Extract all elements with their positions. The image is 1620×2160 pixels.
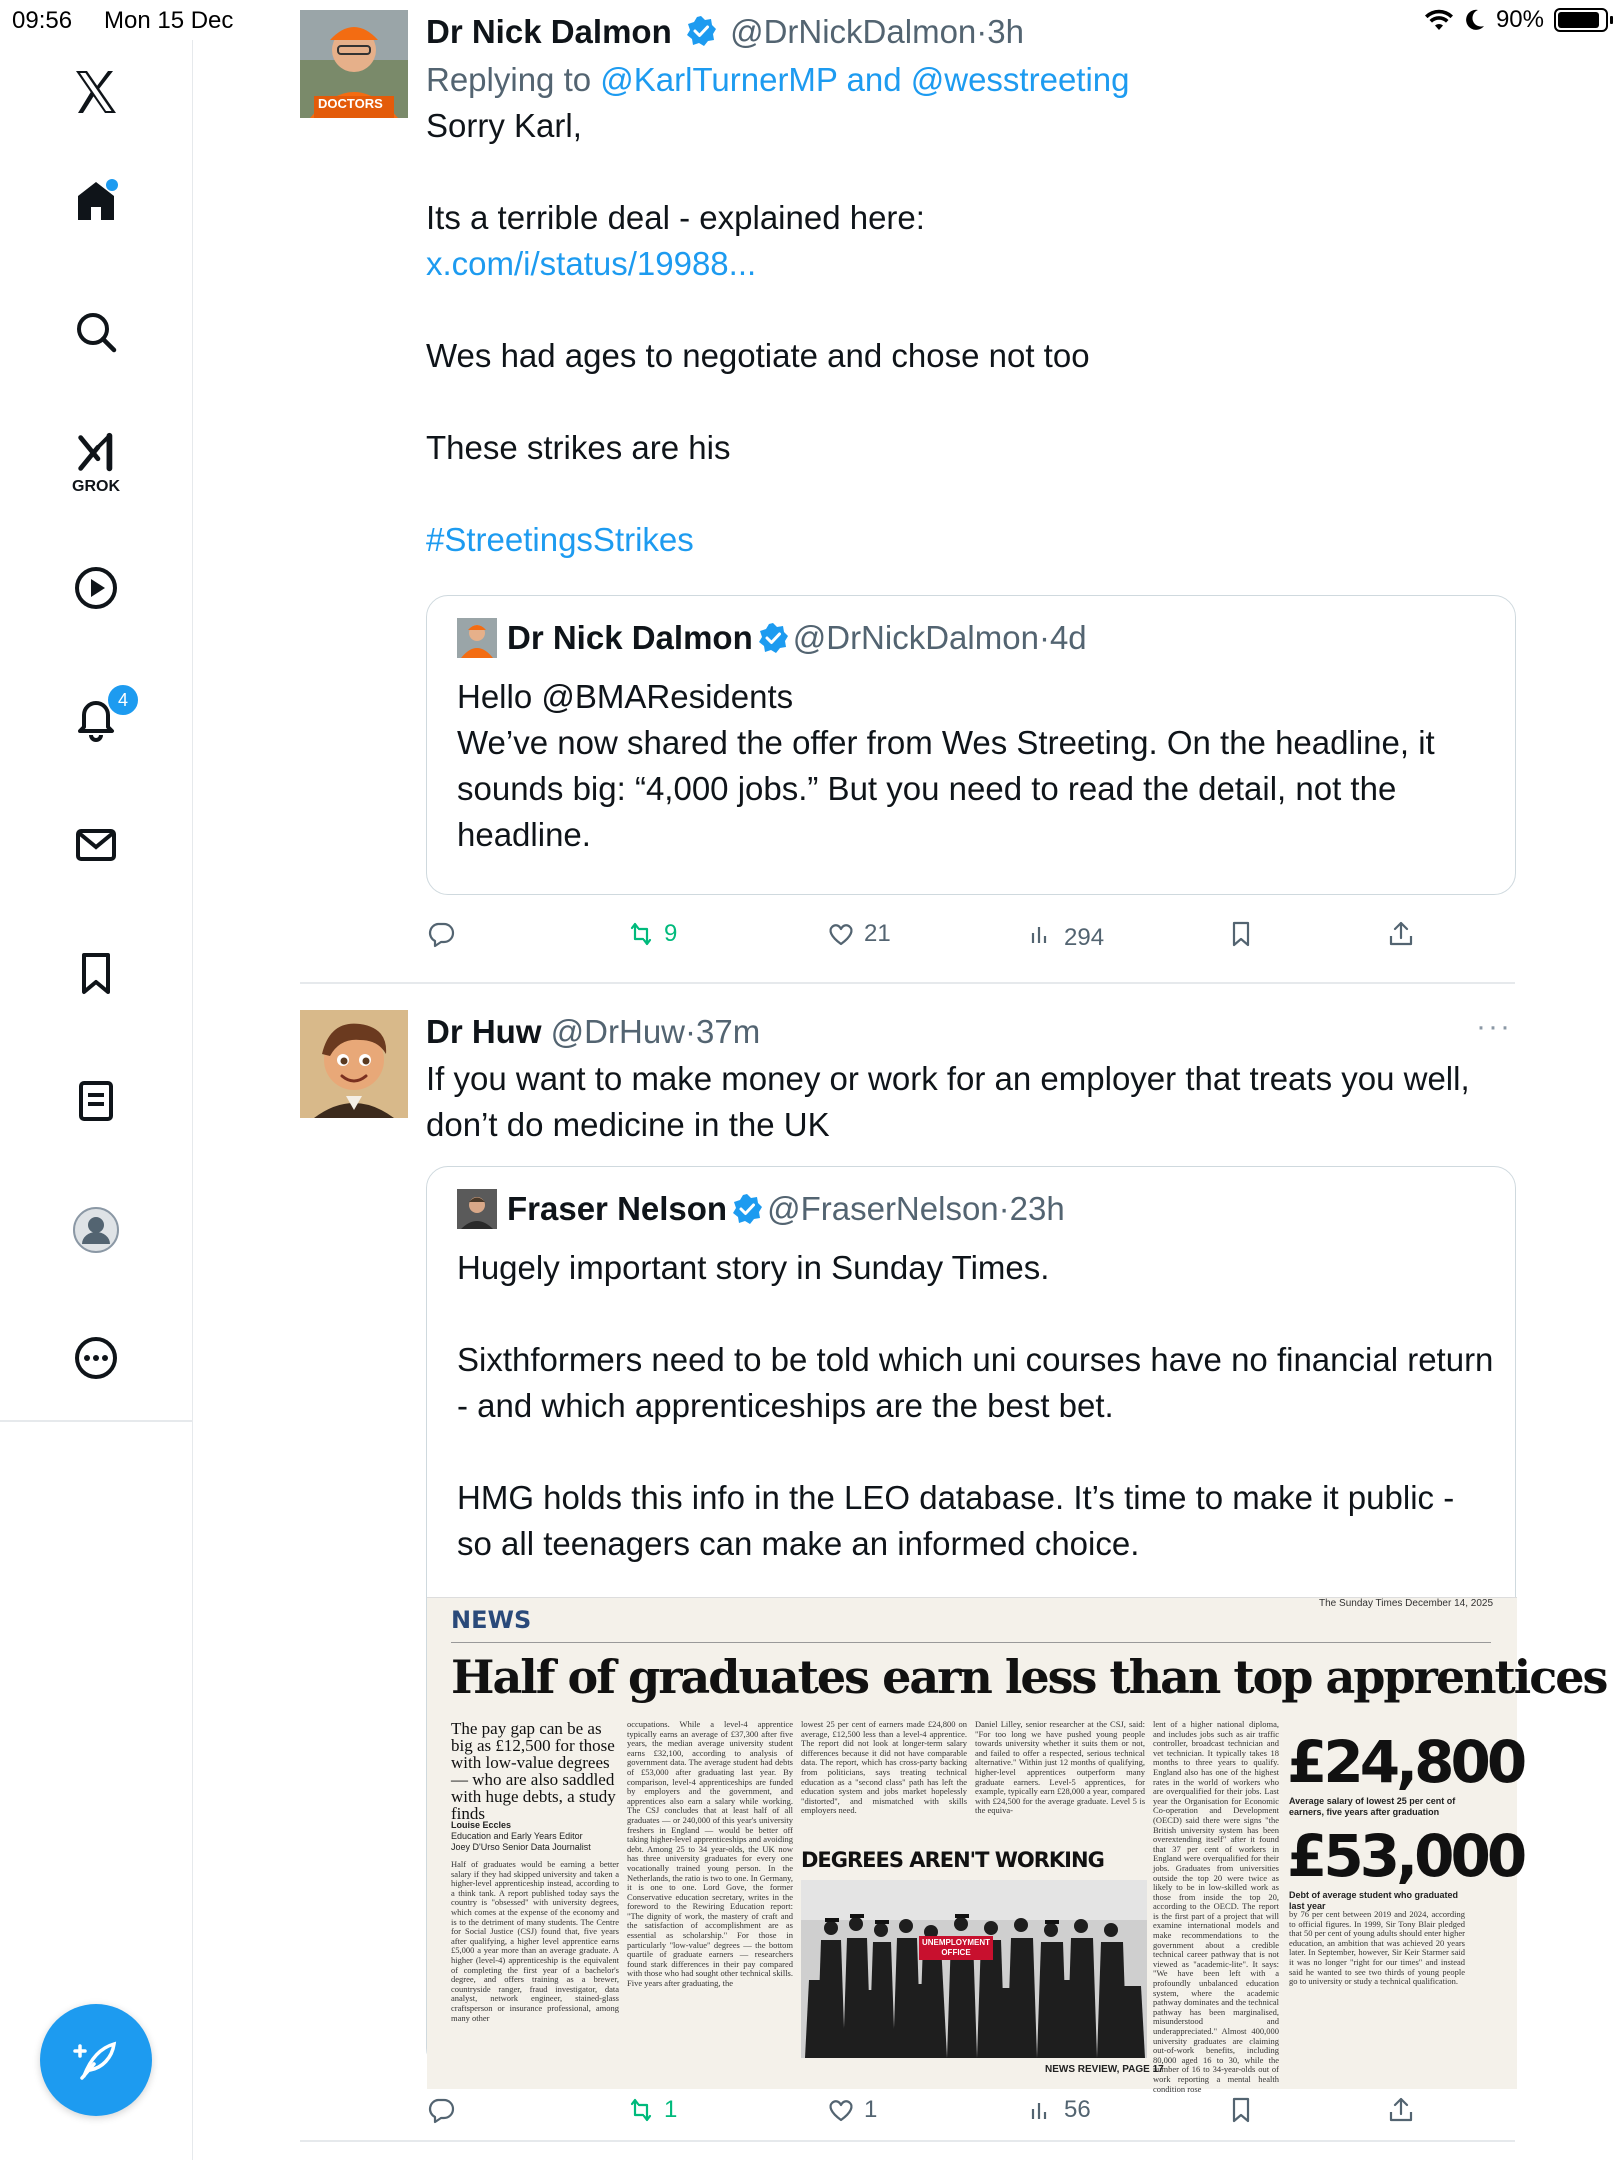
repost-count: 1: [664, 2096, 678, 2123]
quoted-tweet-fraser-nelson[interactable]: [426, 1166, 1607, 2094]
video-icon[interactable]: [66, 558, 126, 618]
verified-badge-icon: [731, 1193, 763, 1225]
verified-badge-icon: [685, 15, 717, 47]
battery-percent: 90%: [1495, 6, 1544, 33]
author-handle[interactable]: @DrNickDalmon: [730, 13, 977, 50]
tweet-blank: [426, 287, 1516, 333]
share-icon: [1386, 2095, 1416, 2125]
bookmarks-icon[interactable]: [66, 943, 126, 1003]
heart-icon: [826, 2095, 856, 2125]
notifications-bell-icon[interactable]: [66, 687, 126, 747]
quote-line: Hello @BMAResidents: [457, 678, 794, 715]
section-rule: [451, 1642, 1491, 1643]
grok-label: GROK: [72, 478, 120, 495]
tweet-nick-dalmon[interactable]: [300, 10, 1520, 990]
tweet-line: Sorry Karl,: [426, 107, 582, 144]
page-reference: NEWS REVIEW, PAGE 17: [1045, 2064, 1164, 2075]
tweet-line: These strikes are his: [426, 429, 731, 466]
like-count: 1: [864, 2096, 878, 2123]
quote-avatar[interactable]: [457, 1189, 497, 1229]
tweet-header: [426, 10, 1516, 54]
profile-avatar-icon[interactable]: [66, 1200, 126, 1260]
bookmark-icon: [1226, 919, 1256, 949]
tweet-blank: [426, 379, 1516, 425]
bookmark-icon: [1226, 2095, 1256, 2125]
newspaper-image[interactable]: [427, 1597, 1607, 2094]
notifications-badge: 4: [106, 683, 140, 717]
newspaper-byline: [451, 1820, 619, 1853]
article-column-5: lent of a higher national diploma, and includes jobs such as air traffic controller, broadcast technician and vet technician. It typically takes 18 months to three years to qualify. England also has one of the highest rates in the world of workers who are overqualified for their jobs. Last year the Organisation for Economic Co-operation and Development (OECD) said there were signs "the British university system has been overextending itself" after it found that 37 per cent of workers in England were overqualified for their jobs. Graduates from universities outside the top 20 were twice as likely to be in low-skilled work as those from inside the top 20, according to the OECD. The report is the first part of a project that will examine international models and make recommendations to the government about a credible technical career pathway that is not viewed as "academic-lite". It says: "We have been left with a profoundly unbalanced education system, where the academic pathway dominates and the technical pathway has been marginalised, misunderstood and underappreciated." Almost 400,000 university graduates are claiming out-of-work benefits, including 80,000 aged 16 to 30, while the number of 16 to 34-year-olds out of work reporting a mental health condition rose: [1153, 1719, 1279, 2094]
tweet-blank: [426, 149, 1516, 195]
status-date: Mon 15 Dec: [104, 7, 234, 34]
quote-avatar[interactable]: [457, 618, 497, 658]
repost-icon: [626, 2095, 656, 2125]
news-section-label: NEWS: [451, 1606, 532, 1634]
heart-icon: [826, 919, 856, 949]
share-button[interactable]: [1386, 2090, 1416, 2130]
sidebar: [0, 40, 193, 2160]
replying-to: [426, 57, 1516, 103]
home-icon[interactable]: [66, 171, 126, 231]
quoted-tweet-nick-dalmon[interactable]: [426, 595, 1516, 895]
tweet-body: [426, 103, 1516, 563]
reply-icon: [426, 919, 456, 949]
home-new-dot: [106, 179, 118, 191]
x-logo-icon[interactable]: [66, 62, 126, 122]
views-button[interactable]: [1026, 914, 1104, 954]
repost-count: 9: [664, 920, 678, 947]
stat-figure-salary: £24,800: [1287, 1728, 1524, 1796]
verified-badge-icon: [757, 622, 789, 654]
bookmark-button[interactable]: [1226, 914, 1256, 954]
quote-handle[interactable]: @FraserNelson: [767, 1190, 999, 1227]
views-chart-icon: [1026, 919, 1056, 949]
stat-figure-debt: £53,000: [1287, 1822, 1524, 1890]
article-column-3: lowest 25 per cent of earners made £24,800 on average, £12,500 less than a level-4 apprentice. The report did not look at longer-term salary differences because it did not have comparable data. The report, which has cross-party backing from politicians, says treating technical education as a "second class" path has left the education system and jobs market hopelessly "distorted", and mismatched with skills employers need.: [801, 1719, 967, 1816]
article-column-6: by 76 per cent between 2019 and 2024, according to official figures. In 1999, Sir Tony Blair pledged that 50 per cent of young adults should enter higher education, an ambition that was achieved 20 years later. In September, however, Sir Keir Starmer said it was no longer "right for our times" and instead said he wanted to see two thirds of young people go to university or study a technical qualification.: [1289, 1909, 1465, 1987]
dot-separator: ·: [976, 13, 988, 50]
photo-subhead: DEGREES AREN'T WORKING: [801, 1848, 1104, 1872]
views-button[interactable]: [1026, 2090, 1091, 2130]
reply-mention-wes[interactable]: @wesstreeting: [910, 61, 1130, 98]
bookmark-button[interactable]: [1226, 2090, 1256, 2130]
newspaper-standfirst: The pay gap can be as big as £12,500 for those with low-value degrees — who are also saddled with huge debts, a study finds: [451, 1719, 616, 1823]
repost-icon: [626, 919, 656, 949]
quote-header: [457, 616, 1087, 660]
quote-line: Hugely important story in Sunday Times.: [457, 1249, 1050, 1286]
like-button[interactable]: [826, 2090, 877, 2130]
tweet-hashtag[interactable]: #StreetingsStrikes: [426, 521, 694, 558]
tweet-actions: [426, 2090, 1426, 2130]
newspaper-headline: Half of graduates earn less than top apprentices: [451, 1650, 1607, 1704]
views-chart-icon: [1026, 2095, 1056, 2125]
like-button[interactable]: [826, 914, 891, 954]
compose-post-button[interactable]: [40, 2004, 152, 2116]
share-icon: [1386, 919, 1416, 949]
tweet-line: Wes had ages to negotiate and chose not too: [426, 337, 1090, 374]
avatar-nick-dalmon[interactable]: [300, 10, 408, 118]
reply-mention-karl[interactable]: @KarlTurnerMP: [600, 61, 838, 98]
tweet-actions: [426, 914, 1426, 954]
share-button[interactable]: [1386, 914, 1416, 954]
tweet-body: If you want to make money or work for an employer that treats you well, don’t do medicine in the UK: [426, 1060, 1470, 1143]
graduates-photo: [801, 1880, 1147, 2058]
like-count: 21: [864, 920, 891, 947]
quote-time: 4d: [1049, 619, 1087, 656]
author-handle[interactable]: @DrHuw: [550, 1013, 686, 1050]
lists-icon[interactable]: [66, 1071, 126, 1131]
quote-handle[interactable]: @DrNickDalmon: [792, 619, 1039, 656]
messages-envelope-icon[interactable]: [66, 815, 126, 875]
quote-body: [457, 674, 1497, 858]
views-count: 294: [1064, 924, 1105, 951]
author-name[interactable]: Dr Nick Dalmon: [426, 13, 672, 50]
author-name[interactable]: Dr Huw: [426, 1013, 542, 1050]
quote-header: [457, 1187, 1065, 1231]
avatar-doctors-text: DOCTORS: [318, 96, 383, 111]
quote-time: 23h: [1009, 1190, 1065, 1227]
masthead-date: The Sunday Times December 14, 2025: [1319, 1598, 1493, 1609]
more-options-dots-icon[interactable]: ···: [1476, 1010, 1512, 1043]
tweet-blank: [426, 471, 1516, 517]
quote-blank: [457, 1429, 1497, 1475]
reply-button[interactable]: [426, 2090, 456, 2130]
compose-feather-icon: [72, 2036, 120, 2084]
quote-blank: [457, 1291, 1497, 1337]
tweet-separator: [300, 2140, 1515, 2142]
sidebar-divider: [0, 1420, 193, 1422]
status-time: 09:56: [12, 7, 73, 34]
article-column-2: occupations. While a level-4 apprentice typically earns an average of £37,300 after five years, the median average university student earns £32,100, according to analysis of government data. The average student had debts of £53,000 after graduating last year. By comparison, level-4 apprenticeships are funded by employers and the government, and apprentices also earn a salary while working. The CSJ concludes that at least half of all graduates — or 240,000 of this year's university freshers in England — would be better off taking higher-level apprenticeships and avoiding debt. Among 25 to 34 year-olds, the UK now has three university graduates for every one vocationally trained young person. In the Netherlands, the ratio is two to one. In Germany, it is one to one. Lord Gove, the former Conservative education secretary, writes in the foreword to the Rewiring Education report: "The dignity of work, the mastery of craft and the satisfaction of accomplishment are as essential as scholarship." For those in particularly "low-value" degrees — the bottom quartile of graduate earners — researchers found stark differences in their pay compared with those who had sought other technical skills. Five years after graduating, the: [627, 1719, 793, 1989]
tweet-time[interactable]: 3h: [987, 13, 1024, 50]
quote-line: HMG holds this info in the LEO database. It’s time to make it public - so all teenagers can make an informed choice.: [457, 1479, 1455, 1562]
reply-and: and: [846, 61, 902, 98]
quote-author-name[interactable]: Dr Nick Dalmon: [507, 619, 753, 656]
battery-icon: [1554, 8, 1608, 32]
reply-button[interactable]: [426, 914, 456, 954]
unemployment-office-sign: UNEMPLOYMENT OFFICE: [922, 1938, 990, 1957]
article-column-4: Daniel Lilley, senior researcher at the CSJ, said: "For too long we have pushed young people towards university whether it suits them or not, and failed to offer a respected, serious technical alternative." Within just 12 months of qualifying, higher-level apprentices outperform many graduate earners. Level-5 apprentices, for example, typically earn £28,000 a year, compared with £24,500 for the average graduate. Level 5 is the equiva-: [975, 1719, 1145, 1816]
quote-line: Sixthformers need to be told which uni courses have no financial return - and which apprenticeships are the best bet.: [457, 1341, 1494, 1424]
dot-separator: ·: [685, 1013, 697, 1050]
tweet-line: Its a terrible deal - explained here:: [426, 199, 925, 236]
repost-button[interactable]: [626, 2090, 677, 2130]
quote-line: We’ve now shared the offer from Wes Streeting. On the headline, it sounds big: “4,000 jobs.” But you need to read the detail, not the headline.: [457, 724, 1435, 853]
tweet-separator: [300, 982, 1515, 984]
search-icon[interactable]: [66, 302, 126, 362]
avatar-dr-huw[interactable]: [300, 1010, 408, 1118]
tweet-dr-huw[interactable]: [300, 1010, 1607, 2140]
tweet-header: [426, 1010, 1516, 1054]
more-options-icon[interactable]: [66, 1328, 126, 1388]
quote-author-name[interactable]: Fraser Nelson: [507, 1190, 728, 1227]
tweet-time[interactable]: 37m: [696, 1013, 761, 1050]
views-count: 56: [1064, 2096, 1091, 2123]
byline-author2: Joey D'Urso Senior Data Journalist: [451, 1842, 591, 1852]
reply-icon: [426, 2095, 456, 2125]
byline-author: Louise Eccles: [451, 1820, 512, 1830]
stat-caption-salary: Average salary of lowest 25 per cent of earners, five years after graduation: [1289, 1796, 1456, 1817]
quote-body: [457, 1245, 1497, 1567]
stat-caption-debt: Debt of average student who graduated last year: [1289, 1890, 1459, 1911]
repost-button[interactable]: [626, 914, 677, 954]
grok-icon[interactable]: [66, 423, 126, 503]
replying-label: Replying to: [426, 61, 592, 98]
article-column-1: Half of graduates would be earning a better salary if they had skipped university and taken a higher-level apprenticeship instead, according to a think tank. A report published today says the country is "obsessed" with university degrees, which comes at the expense of the economy and is to the detriment of many students. The Centre for Social Justice (CSJ) found that, five years after qualifying, a higher level apprentice earns £5,000 a year more than an average graduate. A higher (level-4) apprenticeship is the equivalent of completing the first year of a bachelor's degree, and offers training as a brewer, countryside ranger, fraud investigator, data analyst, network engineer, stained-glass craftsperson or insurance professional, among many other: [451, 1859, 619, 2023]
dot-separator: ·: [998, 1190, 1010, 1227]
battery-fill: [1558, 12, 1599, 28]
byline-role: Education and Early Years Editor: [451, 1831, 583, 1841]
tweet-link[interactable]: x.com/i/status/19988...: [426, 245, 757, 282]
dot-separator: ·: [1038, 619, 1050, 656]
